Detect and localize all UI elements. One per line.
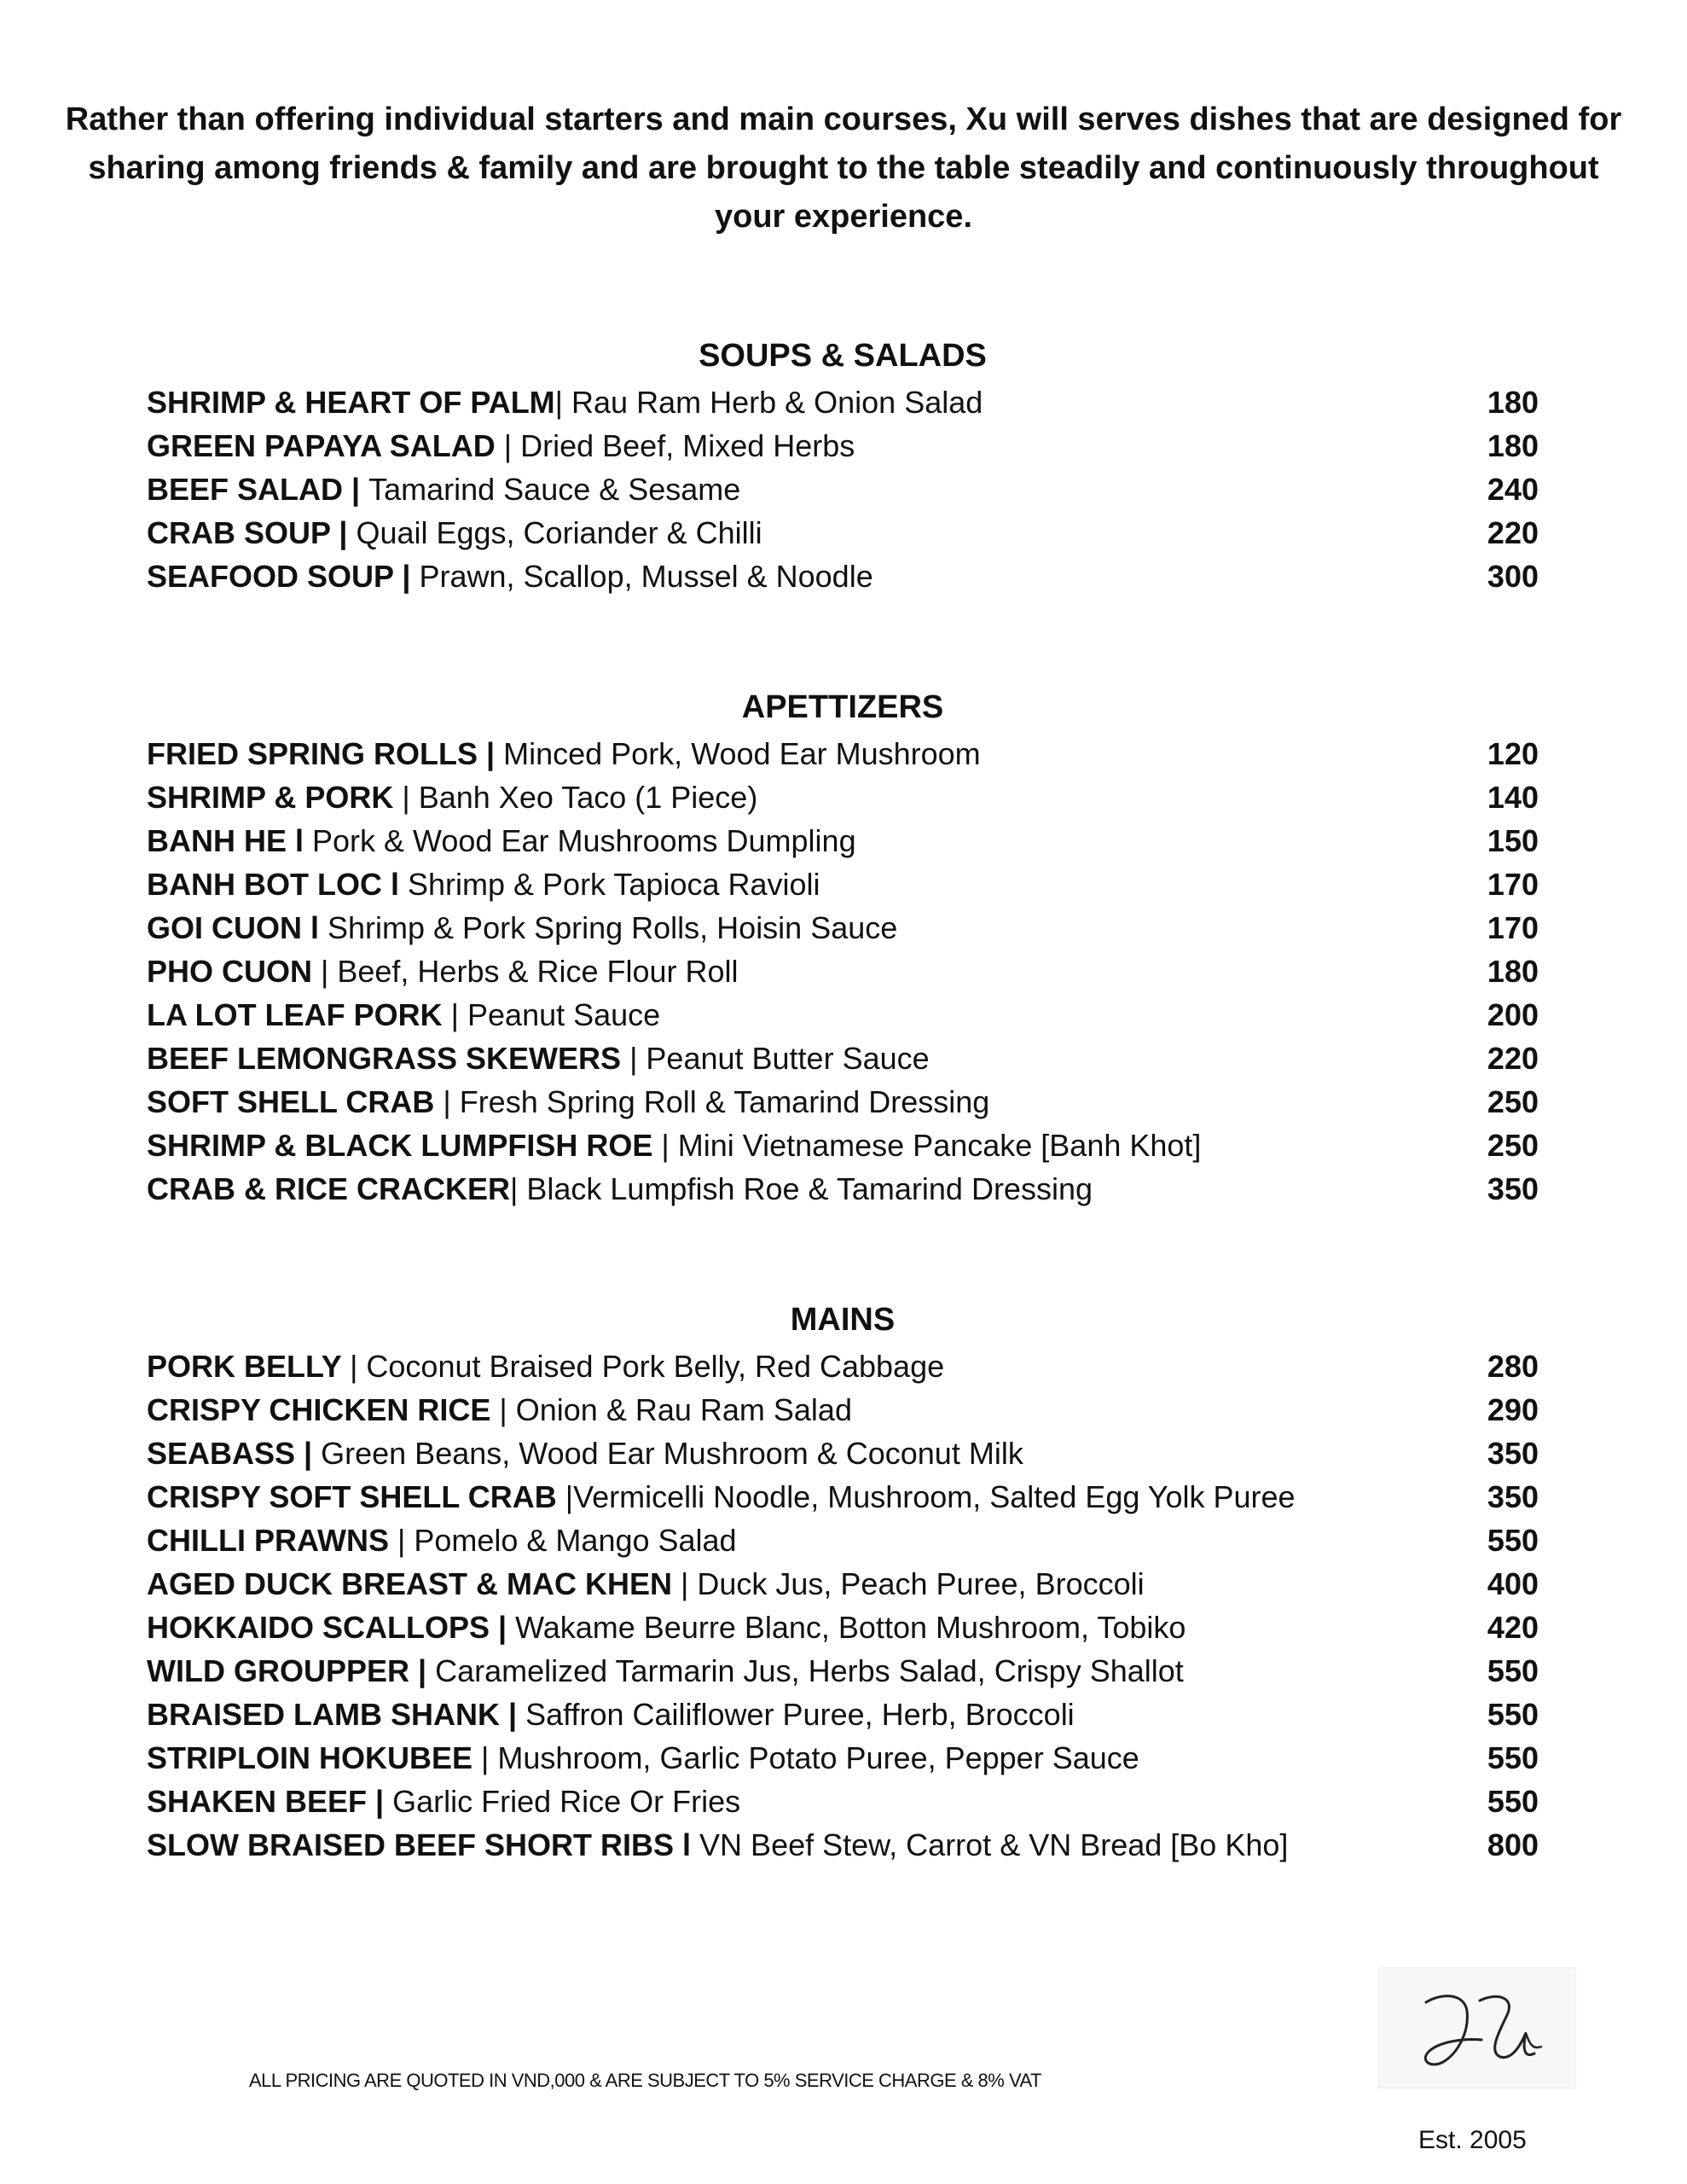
- menu-item: [147, 1823, 1539, 1867]
- item-desc: Caramelized Tarmarin Jus, Herbs Salad, Crispy Shallot: [435, 1653, 1184, 1688]
- section-title: MAINS: [790, 1302, 896, 1338]
- menu-item: [147, 1475, 1539, 1519]
- item-price: 180: [1487, 428, 1539, 463]
- menu-item: [147, 555, 1539, 598]
- item-price: 550: [1487, 1653, 1539, 1688]
- item-name: HOKKAIDO SCALLOPS |: [147, 1610, 516, 1645]
- item-desc: Pork & Wood Ear Mushrooms Dumpling: [312, 823, 856, 858]
- menu-item: [147, 1780, 1539, 1823]
- section-mains: [147, 1297, 1539, 1867]
- section-title: SOUPS & SALADS: [699, 338, 987, 374]
- item-desc: Green Beans, Wood Ear Mushroom & Coconut Milk: [321, 1436, 1023, 1471]
- menu-item: [147, 1649, 1539, 1693]
- item-desc: | Peanut Sauce: [450, 997, 661, 1032]
- item-desc: | Banh Xeo Taco (1 Piece): [402, 780, 758, 815]
- item-price: 200: [1487, 997, 1539, 1032]
- item-desc: | Duck Jus, Peach Puree, Broccoli: [681, 1566, 1145, 1601]
- item-price: 350: [1487, 1171, 1539, 1206]
- menu-item: [147, 863, 1539, 906]
- item-name: SHRIMP & BLACK LUMPFISH ROE: [147, 1128, 662, 1163]
- item-desc: | Beef, Herbs & Rice Flour Roll: [321, 954, 739, 989]
- intro-text: Rather than offering individual starters and main courses, Xu will serves dishes that are designed for sharing among friends & family and are brought to the table steadily and continuously throughout your experience.: [65, 102, 1622, 235]
- item-name: PHO CUON: [147, 954, 322, 989]
- menu-item: [147, 1080, 1539, 1124]
- menu-item: [147, 468, 1539, 511]
- menu-item: [147, 819, 1539, 863]
- item-desc: | Black Lumpfish Roe & Tamarind Dressing: [510, 1171, 1093, 1206]
- item-desc: | Onion & Rau Ram Salad: [499, 1392, 852, 1427]
- item-name: STRIPLOIN HOKUBEE: [147, 1740, 482, 1775]
- item-desc: Garlic Fried Rice Or Fries: [392, 1784, 741, 1819]
- item-price: 240: [1487, 472, 1539, 507]
- item-desc: | Coconut Braised Pork Belly, Red Cabbage: [350, 1349, 945, 1384]
- item-desc: | Fresh Spring Roll & Tamarind Dressing: [443, 1084, 990, 1119]
- item-desc: | Rau Ram Herb & Onion Salad: [554, 385, 983, 420]
- item-price: 550: [1487, 1740, 1539, 1775]
- menu-item: [147, 950, 1539, 993]
- item-price: 170: [1487, 867, 1539, 902]
- item-desc: |Vermicelli Noodle, Mushroom, Salted Egg Yolk Puree: [565, 1479, 1296, 1514]
- menu-item: [147, 1736, 1539, 1780]
- item-desc: Prawn, Scallop, Mussel & Noodle: [419, 559, 873, 594]
- menu-item: [147, 775, 1539, 819]
- item-desc: Saffron Cailiflower Puree, Herb, Broccoli: [525, 1697, 1075, 1732]
- item-name: SOFT SHELL CRAB: [147, 1084, 443, 1119]
- menu-item: [147, 1124, 1539, 1167]
- menu-item: [147, 1037, 1539, 1080]
- item-price: 550: [1487, 1523, 1539, 1558]
- item-price: 150: [1487, 823, 1539, 858]
- item-name: PORK BELLY: [147, 1349, 351, 1384]
- item-desc: Tamarind Sauce & Sesame: [368, 472, 741, 507]
- menu-item: [147, 1519, 1539, 1562]
- item-price: 550: [1487, 1784, 1539, 1819]
- item-name: CRAB SOUP |: [147, 515, 357, 550]
- established-year: Est. 2005: [1418, 2126, 1527, 2154]
- item-name: WILD GROUPPER |: [147, 1653, 436, 1688]
- item-price: 400: [1487, 1566, 1539, 1601]
- section-apettizers: [147, 684, 1539, 1211]
- item-name: CRISPY CHICKEN RICE: [147, 1392, 500, 1427]
- menu-item: [147, 906, 1539, 950]
- item-name: FRIED SPRING ROLLS |: [147, 736, 504, 771]
- item-price: 170: [1487, 910, 1539, 945]
- item-name: SEAFOOD SOUP |: [147, 559, 420, 594]
- item-name: GREEN PAPAYA SALAD: [147, 428, 504, 463]
- item-price: 180: [1487, 954, 1539, 989]
- item-desc: Shrimp & Pork Tapioca Ravioli: [407, 867, 820, 902]
- item-name: SHRIMP & HEART OF PALM: [147, 385, 555, 420]
- section-title: APETTIZERS: [741, 689, 944, 725]
- item-desc: | Dried Beef, Mixed Herbs: [503, 428, 855, 463]
- item-name: LA LOT LEAF PORK: [147, 997, 451, 1032]
- menu-item: [147, 732, 1539, 775]
- item-desc: Quail Eggs, Coriander & Chilli: [356, 515, 762, 550]
- item-price: 800: [1487, 1827, 1539, 1862]
- menu-item: [147, 1345, 1539, 1388]
- item-price: 550: [1487, 1697, 1539, 1732]
- item-name: SHRIMP & PORK: [147, 780, 403, 815]
- menu-item: [147, 1432, 1539, 1475]
- menu-item: [147, 511, 1539, 555]
- item-desc: | Mini Vietnamese Pancake [Banh Khot]: [661, 1128, 1202, 1163]
- item-price: 290: [1487, 1392, 1539, 1427]
- item-price: 140: [1487, 780, 1539, 815]
- menu-item: [147, 993, 1539, 1037]
- item-desc: Wakame Beurre Blanc, Botton Mushroom, Tobiko: [515, 1610, 1186, 1645]
- item-desc: | Pomelo & Mango Salad: [397, 1523, 737, 1558]
- item-price: 420: [1487, 1610, 1539, 1645]
- item-desc: VN Beef Stew, Carrot & VN Bread [Bo Kho]: [699, 1827, 1289, 1862]
- menu-item: [147, 380, 1539, 424]
- item-name: CHILLI PRAWNS: [147, 1523, 397, 1558]
- item-name: BANH HE l: [147, 823, 313, 858]
- item-desc: | Mushroom, Garlic Potato Puree, Pepper Sauce: [481, 1740, 1139, 1775]
- menu-item: [147, 1606, 1539, 1649]
- menu-item: [147, 1562, 1539, 1606]
- item-price: 350: [1487, 1479, 1539, 1514]
- pricing-note: ALL PRICING ARE QUOTED IN VND,000 & ARE SUBJECT TO 5% SERVICE CHARGE & 8% VAT: [249, 2070, 1041, 2091]
- item-desc: Shrimp & Pork Spring Rolls, Hoisin Sauce: [328, 910, 898, 945]
- menu-item: [147, 1693, 1539, 1736]
- item-name: CRISPY SOFT SHELL CRAB: [147, 1479, 565, 1514]
- item-price: 300: [1487, 559, 1539, 594]
- item-name: BEEF SALAD |: [147, 472, 369, 507]
- item-desc: Minced Pork, Wood Ear Mushroom: [503, 736, 981, 771]
- item-name: BEEF LEMONGRASS SKEWERS: [147, 1041, 630, 1076]
- item-price: 180: [1487, 385, 1539, 420]
- item-price: 250: [1487, 1128, 1539, 1163]
- menu-item: [147, 424, 1539, 468]
- item-name: CRAB & RICE CRACKER: [147, 1171, 511, 1206]
- item-name: GOI CUON l: [147, 910, 328, 945]
- item-price: 120: [1487, 736, 1539, 771]
- item-name: BRAISED LAMB SHANK |: [147, 1697, 526, 1732]
- menu-item: [147, 1388, 1539, 1432]
- item-name: AGED DUCK BREAST & MAC KHEN: [147, 1566, 681, 1601]
- item-name: SHAKEN BEEF |: [147, 1784, 393, 1819]
- item-price: 220: [1487, 1041, 1539, 1076]
- section-soups-salads: [147, 333, 1539, 598]
- menu-item: [147, 1167, 1539, 1211]
- xu-script-logo-icon: [1378, 1967, 1576, 2088]
- item-name: SLOW BRAISED BEEF SHORT RIBS l: [147, 1827, 700, 1862]
- item-name: SEABASS |: [147, 1436, 322, 1471]
- item-price: 280: [1487, 1349, 1539, 1384]
- item-price: 250: [1487, 1084, 1539, 1119]
- item-price: 350: [1487, 1436, 1539, 1471]
- item-price: 220: [1487, 515, 1539, 550]
- item-name: BANH BOT LOC l: [147, 867, 408, 902]
- item-desc: | Peanut Butter Sauce: [629, 1041, 930, 1076]
